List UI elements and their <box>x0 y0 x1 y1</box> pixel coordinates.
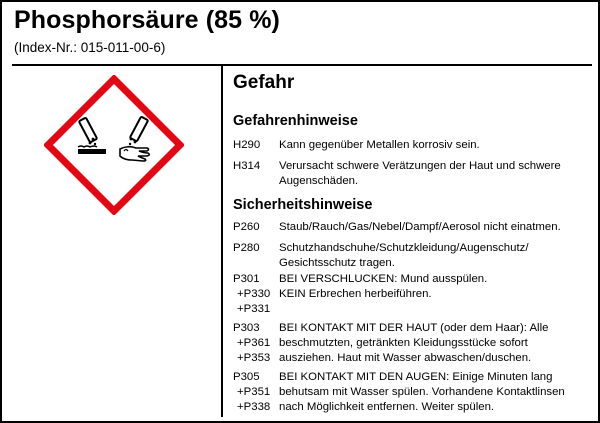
statement-text: KEIN Erbrechen herbeiführen. <box>279 288 432 300</box>
product-name: Phosphorsäure (85 %) <box>14 6 280 34</box>
statement-code: +P331 <box>237 303 271 315</box>
hazard-heading: Gefahrenhinweise <box>233 113 358 129</box>
statement-code: P280 <box>233 242 260 254</box>
statements-panel <box>233 72 595 413</box>
statement-code: H290 <box>233 139 261 151</box>
safety-heading: Sicherheitshinweise <box>233 197 373 213</box>
signal-word: Gefahr <box>233 72 295 93</box>
statement-code: +P330 <box>237 288 271 300</box>
statement-code: +P338 <box>237 401 271 413</box>
statement-text: behutsam mit Wasser spülen. Vorhandene Kontaktlinsen <box>279 386 565 398</box>
statement-text: Staub/Rauch/Gas/Nebel/Dampf/Aerosol nicht einatmen. <box>279 221 561 233</box>
statement-text: Gesichtsschutz tragen. <box>279 257 395 269</box>
statement-text: nach Möglichkeit entfernen. Weiter spülen. <box>279 401 495 413</box>
index-number: (Index-Nr.: 015-011-00-6) <box>14 40 166 55</box>
statement-code: P301 <box>233 273 260 285</box>
statement-code: P305 <box>233 371 260 383</box>
statement-text: Kann gegenüber Metallen korrosiv sein. <box>279 139 480 151</box>
statement-text: BEI KONTAKT MIT DER HAUT (oder dem Haar): Alle <box>279 322 549 334</box>
header-divider <box>12 64 592 66</box>
pictogram-diamond <box>48 79 180 211</box>
statement-text: Schutzhandschuhe/Schutzkleidung/Augenschutz/ <box>279 242 529 254</box>
statement-code: +P351 <box>237 386 271 398</box>
statement-code: +P353 <box>237 352 271 364</box>
statement-text: beschmutzten, getränkten Kleidungsstücke sofort <box>279 337 528 349</box>
statement-code: P303 <box>233 322 260 334</box>
statement-text: Verursacht schwere Verätzungen der Haut und schwere <box>279 160 561 172</box>
column-divider <box>221 66 223 417</box>
statement-text: ausziehen. Haut mit Wasser abwaschen/duschen. <box>279 352 532 364</box>
statement-code: P260 <box>233 221 260 233</box>
statement-code: +P361 <box>237 337 271 349</box>
statement-code: H314 <box>233 160 261 172</box>
statement-text: BEI VERSCHLUCKEN: Mund ausspülen. <box>279 273 488 285</box>
statement-text: BEI KONTAKT MIT DEN AUGEN: Einige Minuten lang <box>279 371 553 383</box>
statement-text: Augenschäden. <box>279 175 359 187</box>
corrosion-icon <box>44 75 184 215</box>
